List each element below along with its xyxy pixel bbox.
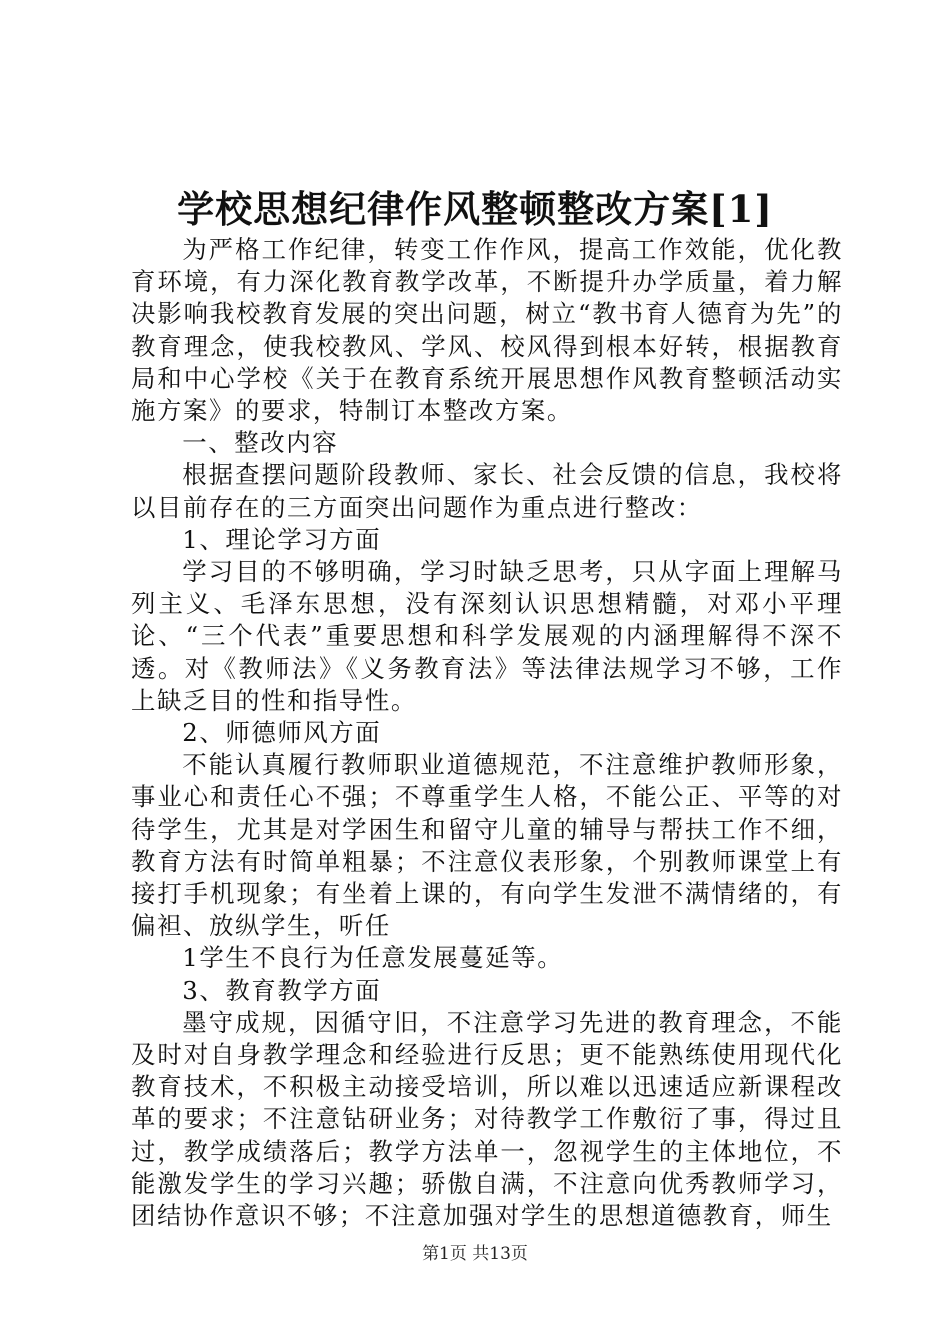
document-body [131,234,843,1232]
intro-paragraph: 为严格工作纪律，转变工作作风，提高工作效能，优化教育环境，有力深化教育教学改革，不断提升办学质量，着力解决影响我校教育发展的突出问题，树立“教书育人德育为先”的教育理念，使我校教风、学风、校风得到根本好转，根据教育局和中心学校《关于在教育系统开展思想作风教育整顿活动实施方案》的要求，特制订本整改方案。 [131,235,843,426]
paragraph-teacher-ethics: 不能认真履行教师职业道德规范，不注意维护教师形象，事业心和责任心不强；不尊重学生人格，不能公正、平等的对待学生，尤其是对学困生和留守儿童的辅导与帮扶工作不细，教育方法有时简单粗暴；不注意仪表形象，个别教师课堂上有接打手机现象；有坐着上课的，有向学生发泄不满情绪的，有偏袒、放纵学生，听任 [131,750,843,941]
paragraph-teaching: 墨守成规，因循守旧，不注意学习先进的教育理念，不能及时对自身教学理念和经验进行反思；更不能熟练使用现代化教育技术，不积极主动接受培训，所以难以迅速适应新课程改革的要求；不注意钻研业务；对待教学工作敷衍了事，得过且过，教学成绩落后；教学方法单一，忽视学生的主体地位，不能激发学生的学习兴趣；骄傲自满，不注意向优秀教师学习，团结协作意识不够；不注意加强对学生的思想道德教育，师生 [131,1007,843,1231]
subheading-theory-study: 1、理论学习方面 [182,524,382,554]
page-footer: 第1页 共13页 [422,1244,528,1264]
paragraph-teacher-ethics-continued: 1学生不良行为任意发展蔓延等。 [182,943,564,973]
document-title: 学校思想纪律作风整顿整改方案[1] [177,187,773,231]
subheading-teacher-ethics: 2、师德师风方面 [182,718,382,748]
subheading-teaching: 3、教育教学方面 [182,975,382,1005]
section-heading-rectification-content: 一、整改内容 [182,428,339,458]
paragraph-feedback: 根据查摆问题阶段教师、家长、社会反馈的信息，我校将以目前存在的三方面突出问题作为重点进行整改： [131,460,843,522]
paragraph-theory-study: 学习目的不够明确，学习时缺乏思考，只从字面上理解马列主义、毛泽东思想，没有深刻认识思想精髓，对邓小平理论、“三个代表”重要思想和科学发展观的内涵理解得不深不透。对《教师法》《义务教育法》等法律法规学习不够，工作上缺乏目的性和指导性。 [131,557,843,715]
